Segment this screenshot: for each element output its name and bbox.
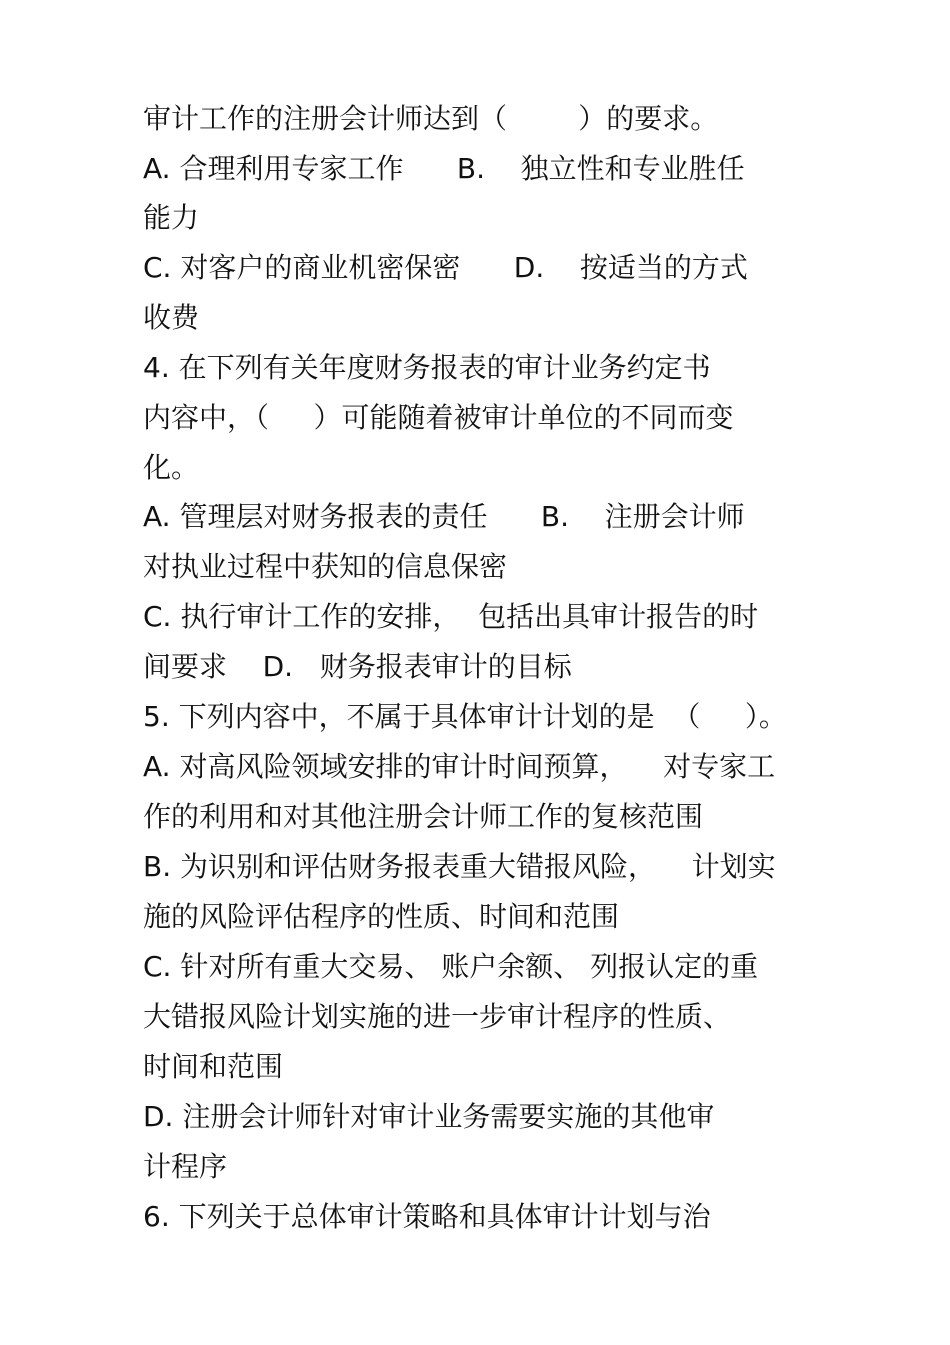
question-line: 5. 下列内容中，不属于具体审计计划的是 （ ）。 xyxy=(143,700,787,733)
text-line: 审计工作的注册会计师达到（ ）的要求。 xyxy=(143,102,719,135)
text-line: 时间和范围 xyxy=(143,1050,284,1083)
question-line: 4. 在下列有关年度财务报表的审计业务约定书 xyxy=(143,351,711,384)
option-line: A. 合理利用专家工作 B. 独立性和专业胜任 xyxy=(143,152,745,185)
option-line: B. 为识别和评估财务报表重大错报风险， 计划实 xyxy=(143,850,776,883)
option-line: A. 对高风险领域安排的审计时间预算， 对专家工 xyxy=(143,750,776,783)
text-line: 能力 xyxy=(143,201,200,234)
text-line: 收费 xyxy=(143,301,200,334)
option-line: 间要求 D. 财务报表审计的目标 xyxy=(143,650,572,683)
option-line: C. 执行审计工作的安排， 包括出具审计报告的时 xyxy=(143,600,759,633)
option-line: C. 对客户的商业机密保密 D. 按适当的方式 xyxy=(143,251,748,284)
text-line: 对执业过程中获知的信息保密 xyxy=(143,550,508,583)
text-line: 施的风险评估程序的性质、时间和范围 xyxy=(143,900,620,933)
option-line: A. 管理层对财务报表的责任 B. 注册会计师 xyxy=(143,500,745,533)
text-line: 作的利用和对其他注册会计师工作的复核范围 xyxy=(143,800,704,833)
option-line: C. 针对所有重大交易、 账户余额、 列报认定的重 xyxy=(143,950,759,983)
text-line: 内容中，（ ）可能随着被审计单位的不同而变 xyxy=(143,401,734,434)
option-line: D. 注册会计师针对审计业务需要实施的其他审 xyxy=(143,1100,715,1133)
text-line: 计程序 xyxy=(143,1150,228,1183)
text-line: 化。 xyxy=(143,451,200,484)
question-line: 6. 下列关于总体审计策略和具体审计计划与治 xyxy=(143,1200,711,1233)
text-line: 大错报风险计划实施的进一步审计程序的性质、 xyxy=(143,1000,732,1033)
